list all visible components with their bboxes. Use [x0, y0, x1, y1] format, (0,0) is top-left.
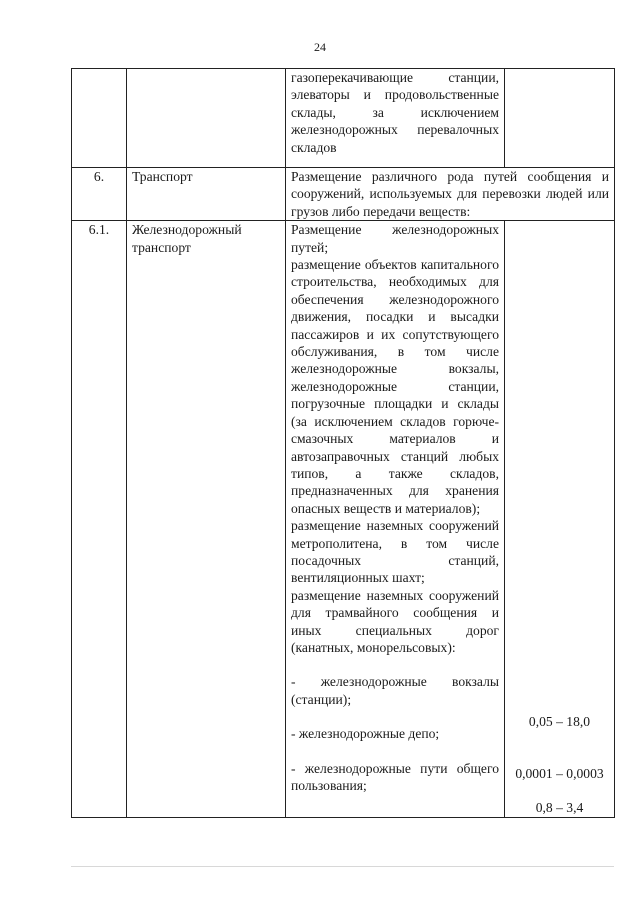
rail-paragraph-2: размещение объектов капитального строительства, необходимых для обеспечения железнодорожного движения, посадки и высадки пассажиров и их сопутствующего обслуживания, в том числе железнодорожные вокзалы, железнодорожные станции, погрузочные площадки и склады (за исключением складов горюче-смазочных материалов и автозаправочных станций любых типов, а также складов, предназначенных для хранения опасных веществ и материалов);	[291, 257, 499, 516]
table-row-rail-transport	[72, 221, 615, 817]
rail-item-label-depots: - железнодорожные депо;	[291, 726, 440, 742]
cell-values-rail	[505, 221, 615, 817]
value-stations: 0,05 – 18,0	[528, 714, 591, 730]
cell-name-empty	[127, 69, 286, 168]
cell-number-6: 6.	[72, 168, 127, 221]
rail-paragraph-1: Размещение железнодорожных путей;	[291, 222, 499, 255]
cell-description-continued: газоперекачивающие станции, элеваторы и продовольственные склады, за исключением железнодорожных перевалочных складов	[286, 69, 505, 168]
cell-name-rail-transport: Железнодорожный транспорт	[127, 221, 286, 817]
cell-value-empty	[505, 69, 615, 168]
table-row-transport	[72, 168, 615, 221]
values-spacer	[510, 221, 609, 713]
bottom-rule	[71, 866, 614, 867]
value-tracks: 0,8 – 3,4	[535, 800, 584, 816]
table-row-continued	[72, 69, 615, 168]
cell-number-empty	[72, 69, 127, 168]
rail-paragraph-4: размещение наземных сооружений для трамвайного сообщения и иных специальных дорог (канатных, монорельсовых):	[291, 587, 499, 655]
rail-item-label-stations: - железнодорожные вокзалы (станции);	[291, 674, 499, 707]
cell-description-rail	[286, 221, 505, 817]
value-depots: 0,0001 – 0,0003	[515, 766, 604, 782]
cell-description-transport: Размещение различного рода путей сообщения и сооружений, используемых для перевозки людей или грузов либо передачи веществ:	[286, 168, 615, 221]
rail-paragraph-3: размещение наземных сооружений метрополитена, в том числе посадочных станций, вентиляционных шахт;	[291, 518, 499, 586]
cell-name-transport: Транспорт	[127, 168, 286, 221]
page-number: 24	[314, 40, 326, 54]
land-use-table	[71, 68, 615, 818]
rail-item-label-tracks: - железнодорожные пути общего пользования;	[291, 760, 499, 793]
cell-number-6-1: 6.1.	[72, 221, 127, 817]
